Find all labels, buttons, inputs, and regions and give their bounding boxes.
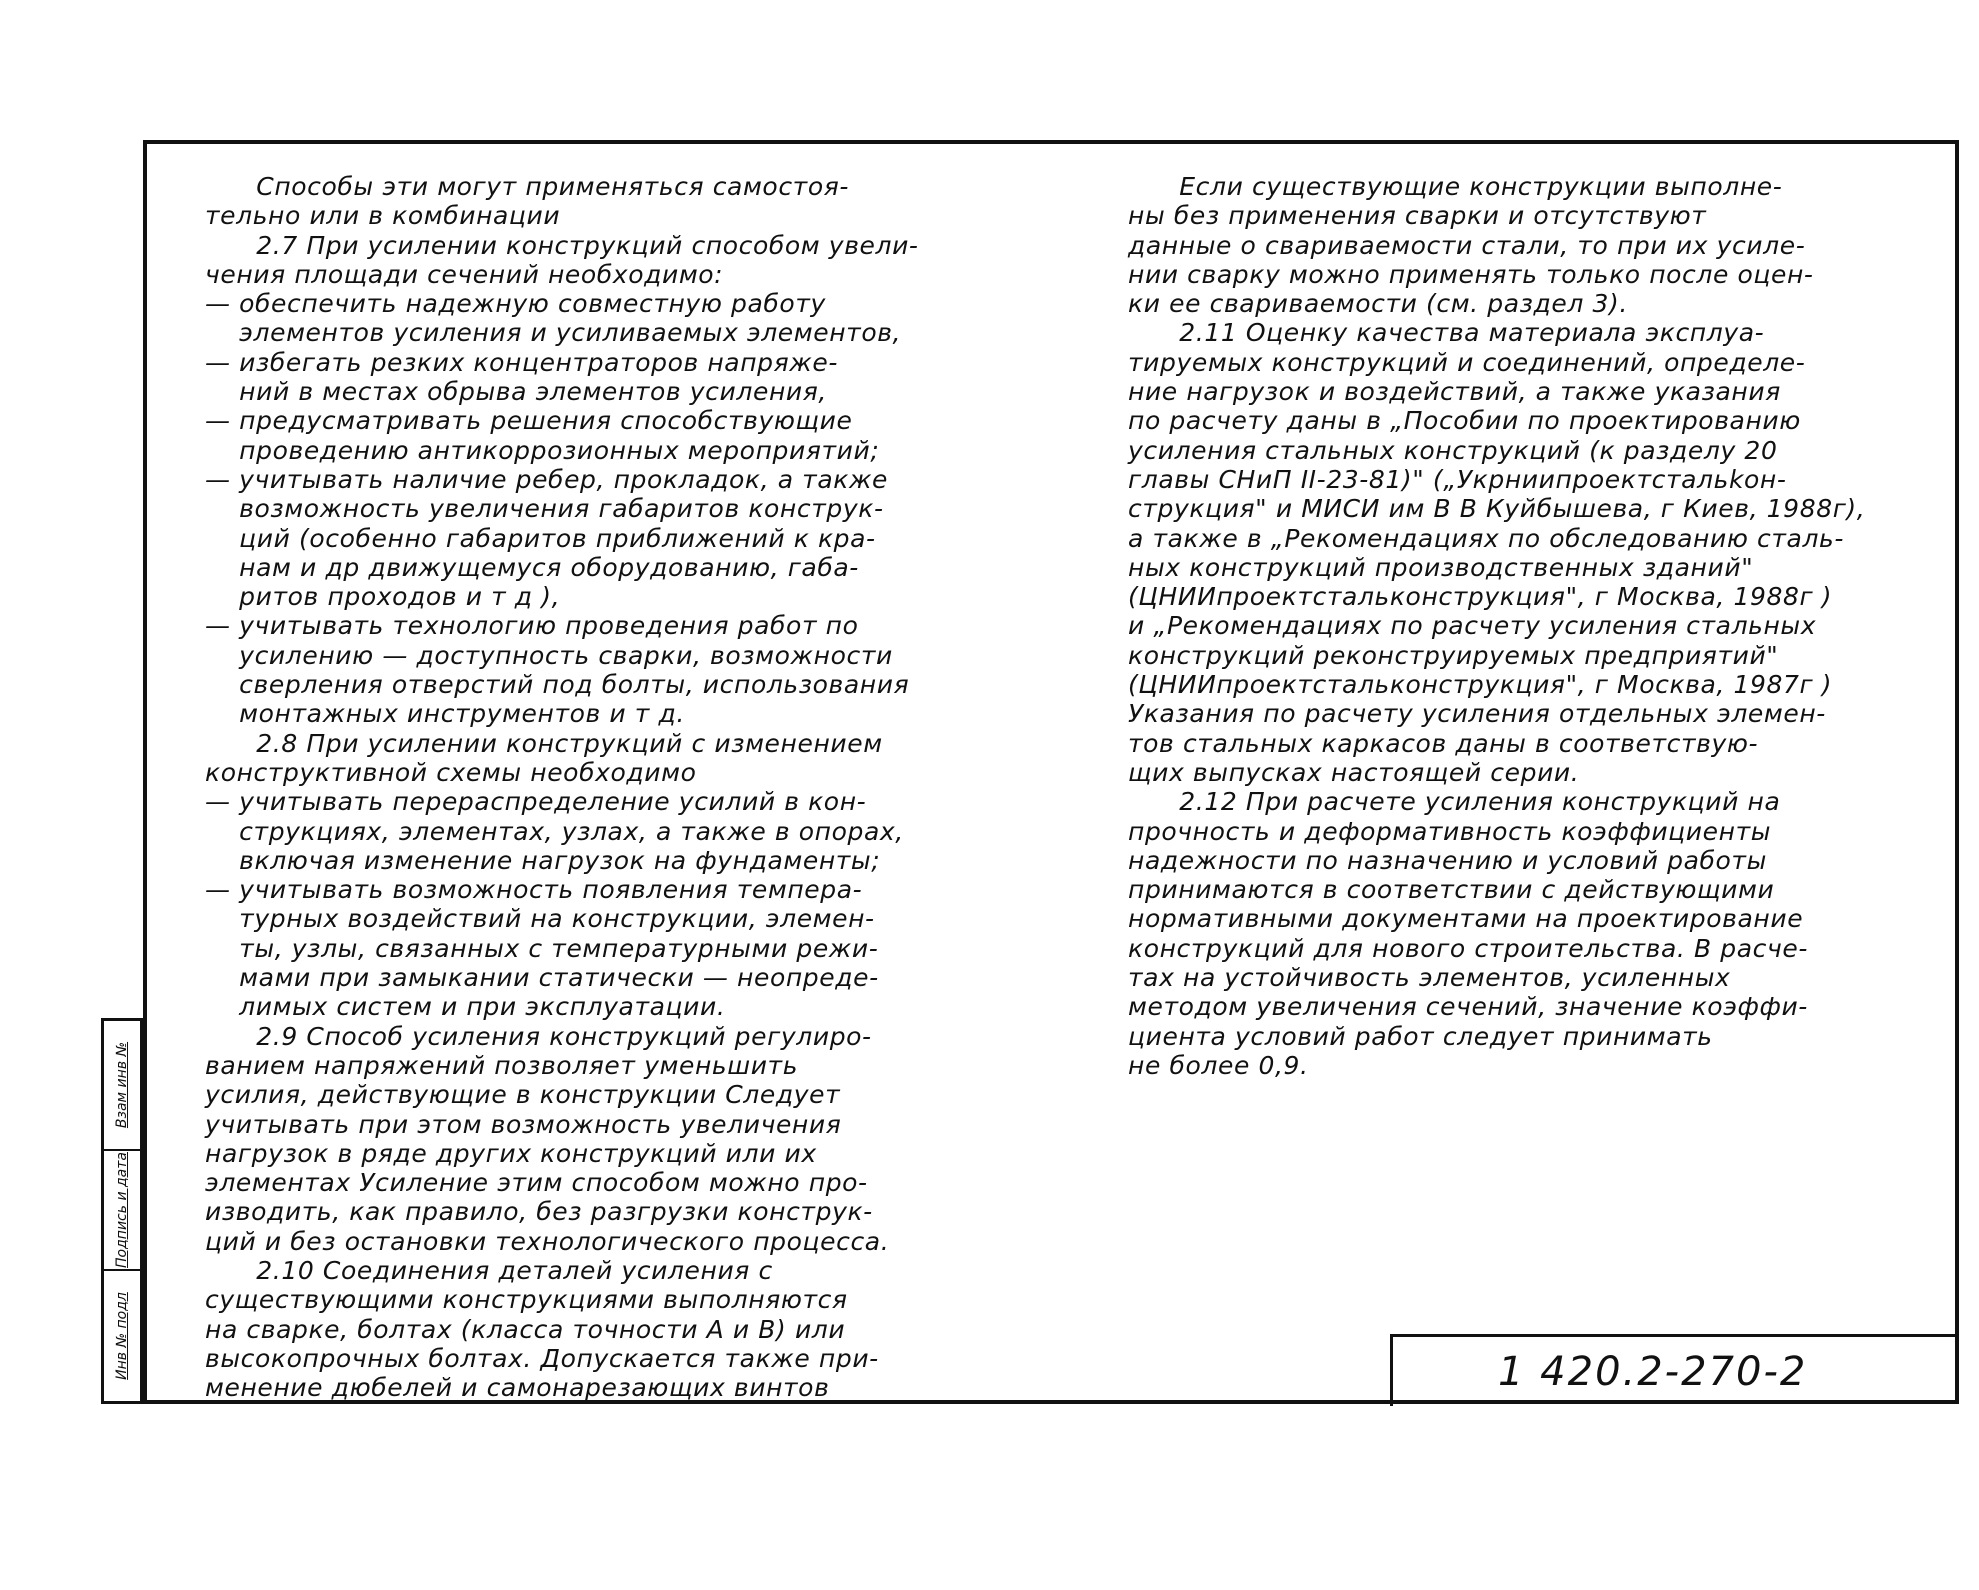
text-line: ных конструкций производственных зданий" [1128,552,1754,582]
title-block [1390,1334,1959,1406]
text-line: 2.8 При усилении конструкций с изменением [205,728,883,758]
text-line: не более 0,9. [1128,1050,1309,1080]
text-line: турных воздействий на конструкции, элемен- [205,904,875,934]
text-line: изводить, как правило, без разгрузки конструк- [205,1197,873,1227]
text-line: тах на устойчивость элементов, усиленных [1128,963,1731,993]
text-line: — предусматривать решения способствующие [205,406,853,436]
text-line: ритов проходов и т д ), [205,582,561,612]
text-line: включая изменение нагрузок на фундаменты; [205,845,881,875]
text-line: ние нагрузок и воздействий, а также указания [1128,377,1781,407]
text-line: принимаются в соответствии с действующими [1128,875,1775,905]
stamp-signature-label: Подпись и дата [114,1152,130,1268]
text-line: Если существующие конструкции выполне- [1128,172,1783,201]
text-line: — учитывать возможность появления темпера- [205,875,863,905]
text-line: высокопрочных болтах. Допускается также при- [205,1343,879,1373]
text-line: чения площади сечений необходимо: [205,259,724,289]
text-line: 2.7 При усилении конструкций способом увели- [205,230,919,260]
text-line: ний в местах обрыва элементов усиления, [205,377,827,407]
text-line: элементов усиления и усиливаемых элементов, [205,318,902,348]
text-line: усилия, действующие в конструкции Следует [205,1080,841,1110]
text-line: возможность увеличения габаритов конструк- [205,494,884,524]
text-line: нагрузок в ряде других конструкций или их [205,1138,817,1168]
text-line: мами при замыкании статически — неопреде- [205,963,879,993]
text-line: методом увеличения сечений, значение коэффи- [1128,992,1808,1022]
text-line: струкция" и МИСИ им В В Куйбышева, г Киев, 1988г), [1128,494,1866,524]
text-line: менение дюбелей и самонарезающих винтов [205,1373,830,1403]
text-line: Способы эти могут применяться самостоя- [205,172,849,201]
document-code: 1 420.2-270-2 [1498,1349,1808,1395]
text-line: тов стальных каркасов даны в соответствую- [1128,728,1759,758]
text-line: ки ее свариваемости (см. раздел 3). [1128,289,1628,319]
text-line: монтажных инструментов и т д. [205,699,685,729]
text-line: 2.9 Способ усиления конструкций регулиро- [205,1021,872,1051]
text-line: усилению — доступность сварки, возможности [205,640,893,670]
text-line: ны без применения сварки и отсутствуют [1128,201,1707,231]
text-line: циента условий работ следует принимать [1128,1021,1713,1051]
left-text-column [205,172,919,1402]
text-line: ций и без остановки технологического процесса. [205,1226,890,1256]
text-line: ций (особенно габаритов приближений к кра- [205,523,876,553]
text-line: учитывать при этом возможность увеличения [205,1109,842,1139]
text-line: лимых систем и при эксплуатации. [205,992,726,1022]
side-stamp [101,1018,143,1404]
text-line: конструкций реконструируемых предприятий" [1128,640,1779,670]
text-line: нии сварку можно применять только после оцен- [1128,259,1814,289]
text-line: — избегать резких концентраторов напряже- [205,347,838,377]
text-line: на сварке, болтах (класса точности А и В) или [205,1314,846,1344]
text-line: (ЦНИИпроектстальконструкция", г Москва, 1988г ) [1128,582,1833,612]
text-line: щих выпусках настоящей серии. [1128,757,1580,787]
text-line: по расчету даны в „Пособии по проектированию [1128,406,1801,436]
text-line: — учитывать наличие ребер, прокладок, а также [205,464,889,494]
text-line: конструкций для нового строительства. В расче- [1128,933,1809,963]
text-line: усиления стальных конструкций (к разделу 20 [1128,435,1778,465]
text-line: надежности по назначению и условий работы [1128,845,1767,875]
page-frame-right-edge [1955,140,1959,1404]
text-line: прочность и деформативность коэффициенты [1128,816,1772,846]
text-line: и „Рекомендациях по расчету усиления стальных [1128,611,1817,641]
text-line: 2.11 Оценку качества материала эксплуа- [1128,318,1765,348]
text-line: струкциях, элементах, узлах, а также в опорах, [205,816,904,846]
text-line: ты, узлы, связанных с температурными режи- [205,933,879,963]
right-text-column [1128,172,1865,1080]
stamp-cell-signature [104,1151,140,1271]
text-line: элементах Усиление этим способом можно про- [205,1168,868,1198]
text-line: 2.10 Соединения деталей усиления с [205,1255,773,1285]
stamp-cell-replacement [104,1021,140,1151]
text-line: 2.12 При расчете усиления конструкций на [1128,787,1781,817]
text-line: тируемых конструкций и соединений, определе- [1128,347,1806,377]
text-line: нам и др движущемуся оборудованию, габа- [205,552,859,582]
text-line: нормативными документами на проектирование [1128,904,1804,934]
text-line: существующими конструкциями выполняются [205,1285,848,1315]
text-line: главы СНиП II-23-81)" („Укрниипроектстальkон- [1128,464,1787,494]
text-line: (ЦНИИпроектстальконструкция", г Москва, 1987г ) [1128,670,1833,700]
stamp-replacement-label: Взам инв № [114,1041,130,1129]
text-line: — обеспечить надежную совместную работу [205,289,826,319]
text-line: а также в „Рекомендациях по обследованию сталь- [1128,523,1845,553]
text-line: конструктивной схемы необходимо [205,757,697,787]
text-line: тельно или в комбинации [205,201,561,231]
text-line: ванием напряжений позволяет уменьшить [205,1050,799,1080]
stamp-inventory-label: Инв № подл [114,1292,130,1380]
stamp-cell-inventory [104,1271,140,1401]
text-line: — учитывать перераспределение усилий в кон- [205,787,867,817]
text-line: проведению антикоррозионных мероприятий; [205,435,880,465]
text-line: Указания по расчету усиления отдельных элемен- [1128,699,1826,729]
text-line: сверления отверстий под болты, использования [205,670,910,700]
text-line: — учитывать технологию проведения работ по [205,611,859,641]
text-line: данные о свариваемости стали, то при их усиле- [1128,230,1806,260]
